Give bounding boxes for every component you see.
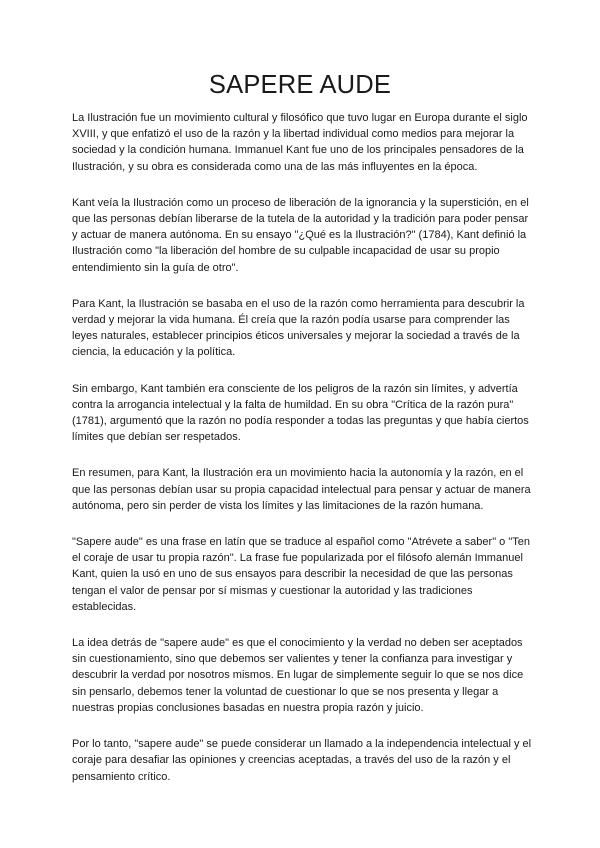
document-body — [72, 110, 532, 805]
paragraph-1: La Ilustración fue un movimiento cultural y filosófico que tuvo lugar en Europa durante el siglo XVIII, y que enfatizó el uso de la razón y la libertad individual como medios para mejorar la sociedad y la condición humana. Immanuel Kant fue uno de los principales pensadores de la Ilustración, y su obra es considerada como una de las más influyentes en la época. — [72, 112, 528, 173]
paragraph-4: Sin embargo, Kant también era consciente de los peligros de la razón sin límites, y advertía contra la arrogancia intelectual y la falta de humildad. En su obra "Crítica de la razón pura" (1781), argumentó que la razón no podía responder a todas las preguntas y que había ciertos límites que debían ser respetados. — [72, 382, 529, 444]
paragraph-3: Para Kant, la Ilustración se basaba en el uso de la razón como herramienta para descubrir la verdad y mejorar la vida humana. Él creía que la razón podía usarse para comprender las leyes naturales, establecer principios éticos universales y mejorar la sociedad a través de la ciencia, la educación y la política. — [72, 297, 525, 359]
paragraph-5: En resumen, para Kant, la Ilustración era un movimiento hacia la autonomía y la razón, en el que las personas debían usar su propia capacidad intelectual para pensar y actuar de manera autónoma, pero sin perder de vista los límites y las limitaciones de la razón humana. — [72, 467, 531, 512]
document-title: SAPERE AUDE — [208, 71, 392, 99]
paragraph-6: "Sapere aude" es una frase en latín que se traduce al español como "Atrévete a saber" o "Ten el coraje de usar tu propia razón". La frase fue popularizada por el filósofo alemán Immanuel Kant, quien la usó en uno de sus ensayos para describir la necesidad de que las personas tengan el valor de pensar por sí mismas y cuestionar la autoridad y las tradiciones establecidas. — [72, 536, 530, 613]
paragraph-2: Kant veía la Ilustración como un proceso de liberación de la ignorancia y la superstición, en el que las personas debían liberarse de la tutela de la autoridad y la tradición para poder pensar y actuar de manera autónoma. En su ensayo "¿Qué es la Ilustración?" (1784), Kant definió la Ilustración como "la liberación del hombre de su culpable incapacidad de usar su propio entendimiento sin la guía de otro". — [72, 196, 529, 274]
paragraph-7: La idea detrás de "sapere aude" es que el conocimiento y la verdad no deben ser aceptados sin cuestionamiento, sino que debemos ser valientes y tener la confianza para investigar y descubrir la verdad por nosotros mismos. En lugar de simplemente seguir lo que se nos dice sin pensarlo, debemos tener la voluntad de cuestionar lo que se nos presenta y llegar a nuestras propias conclusiones basadas en nuestra propia razón y juicio. — [72, 637, 524, 714]
paragraph-8: Por lo tanto, "sapere aude" se puede considerar un llamado a la independencia intelectual y el coraje para desafiar las opiniones y creencias aceptadas, a través del uso de la razón y el pensamiento crítico. — [72, 738, 532, 783]
